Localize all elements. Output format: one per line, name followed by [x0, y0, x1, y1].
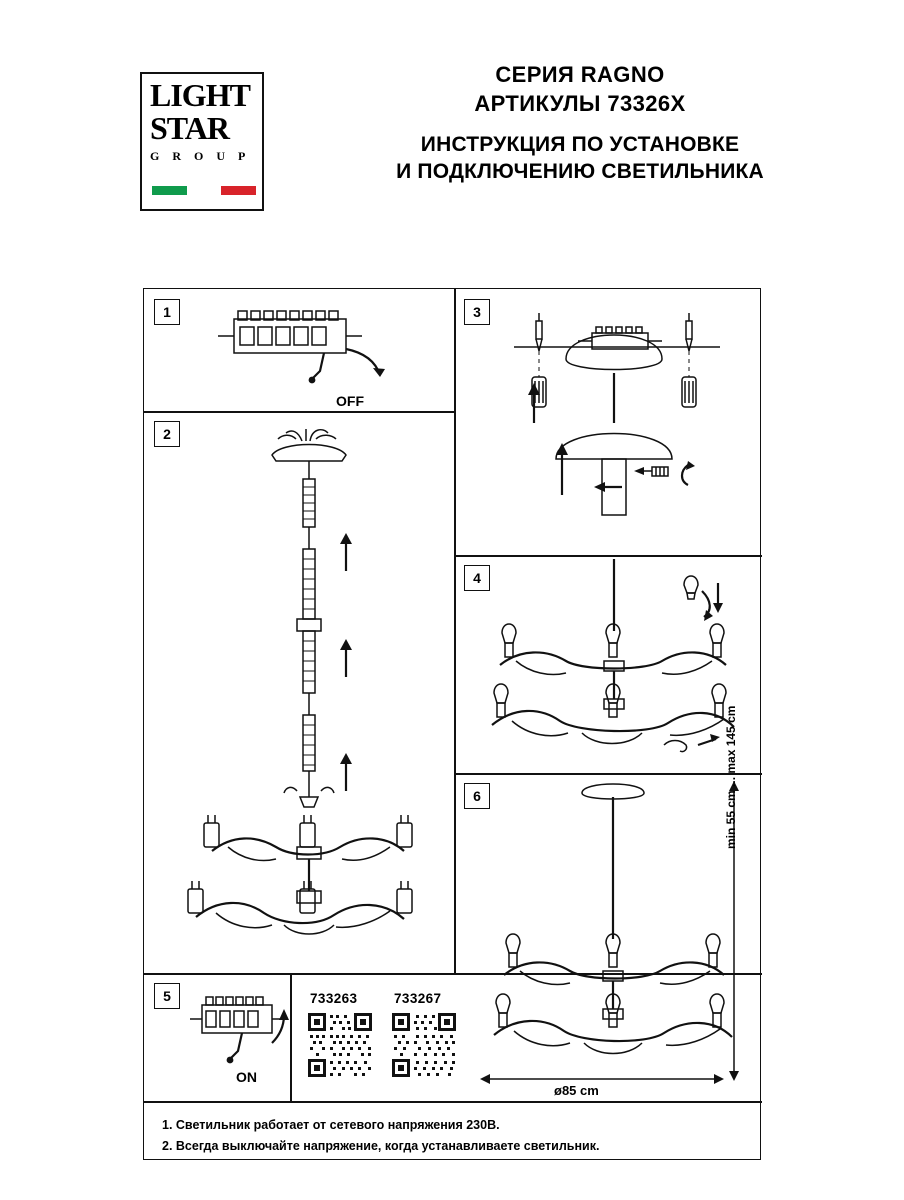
step-number-3: 3: [464, 299, 490, 325]
step-number-2: 2: [154, 421, 180, 447]
note-2: 2. Всегда выключайте напряжение, когда устанавливаете светильник.: [162, 1139, 600, 1154]
diameter-dimension-label: ø85 cm: [554, 1083, 599, 1098]
step-number-4: 4: [464, 565, 490, 591]
logo-line-3: G R O U P: [150, 148, 251, 163]
step-number-1: 1: [154, 299, 180, 325]
divider-6: [144, 1101, 762, 1103]
product-code-1: 733263: [310, 991, 358, 1006]
step4-bulb-installation-illustration: [466, 559, 756, 773]
title-block: [280, 62, 880, 185]
step5-on-label: ON: [236, 1069, 257, 1085]
divider-3: [454, 555, 762, 557]
logo-line-1: LIGHT: [150, 77, 250, 113]
divider-2: [454, 289, 456, 973]
step-number-6: 6: [464, 783, 490, 809]
logo-line-2: STAR: [150, 110, 229, 147]
divider-4: [454, 773, 762, 775]
height-dimension-label: min 55 cm ... max 145 cm: [724, 705, 738, 849]
qr-code-2: [390, 1011, 458, 1079]
series-title: СЕРИЯ RAGNO: [495, 62, 665, 87]
step2-chandelier-assembly-illustration: [164, 419, 454, 969]
step1-off-label: OFF: [336, 393, 364, 409]
step-number-5: 5: [154, 983, 180, 1009]
note-1: 1. Светильник работает от сетевого напряжения 230В.: [162, 1118, 500, 1132]
instruction-title-line2: И ПОДКЛЮЧЕНИЮ СВЕТИЛЬНИКА: [396, 159, 764, 183]
step1-terminal-block-illustration: [216, 301, 436, 409]
brand-logo: [140, 72, 264, 211]
instruction-title-line1: ИНСТРУКЦИЯ ПО УСТАНОВКЕ: [420, 132, 740, 156]
article-title: АРТИКУЛЫ 73326X: [474, 90, 686, 116]
qr-code-1: [306, 1011, 374, 1079]
step3-ceiling-mount-illustration: [474, 299, 754, 549]
product-code-2: 733267: [394, 991, 442, 1006]
logo-wordmark: [150, 78, 260, 162]
italian-flag-icon: [152, 186, 256, 195]
step6-dimensions-illustration: [466, 779, 760, 1099]
notes-block: [162, 1115, 742, 1158]
divider-1: [144, 411, 454, 413]
page-header: [0, 0, 904, 245]
steps-frame: [143, 288, 761, 1160]
